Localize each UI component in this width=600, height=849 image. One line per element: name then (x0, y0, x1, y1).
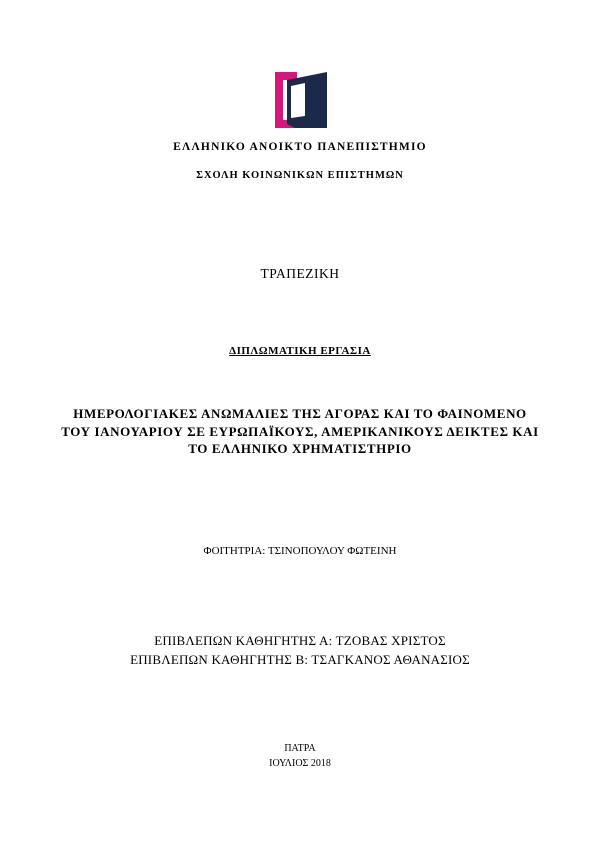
student-name: ΦΟΙΤΗΤΡΙΑ: ΤΣΙΝΟΠΟΥΛΟΥ ΦΩΤΕΙΝΗ (203, 545, 397, 557)
date: ΙΟΥΛΙΟΣ 2018 (269, 758, 331, 769)
school-name: ΣΧΟΛΗ ΚΟΙΝΩΝΙΚΩΝ ΕΠΙΣΤΗΜΩΝ (196, 170, 404, 181)
university-name: ΕΛΛΗΝΙΚΟ ΑΝΟΙΚΤΟ ΠΑΝΕΠΙΣΤΗΜΙΟ (173, 141, 427, 153)
supervisor-a: ΕΠΙΒΛΕΠΩΝ ΚΑΘΗΓΗΤΗΣ Α: ΤΖΟΒΑΣ ΧΡΙΣΤΟΣ (154, 633, 446, 648)
thesis-type: ΔΙΠΛΩΜΑΤΙΚΗ ΕΡΓΑΣΙΑ (229, 345, 371, 357)
department-name: ΤΡΑΠΕΖΙΚΗ (260, 266, 340, 281)
city: ΠΑΤΡΑ (284, 743, 316, 754)
eap-logo-icon (275, 72, 327, 128)
thesis-title: ΗΜΕΡΟΛΟΓΙΑΚΕΣ ΑΝΩΜΑΛΙΕΣ ΤΗΣ ΑΓΟΡΑΣ ΚΑΙ ΤΟ ΦΑΙΝΟΜΕΝΟ ΤΟΥ ΙΑΝΟΥΑΡΙΟΥ ΣΕ ΕΥΡΩΠΑΪΚΟΥΣ, ΑΜΕΡΙΚΑΝΙΚΟΥΣ ΔΕΙΚΤΕΣ ΚΑΙ ΤΟ ΕΛΛΗΝΙΚΟ ΧΡΗΜΑΤΙΣΤΗΡΙΟ (61, 406, 539, 456)
supervisor-b: ΕΠΙΒΛΕΠΩΝ ΚΑΘΗΓΗΤΗΣ Β: ΤΣΑΓΚΑΝΟΣ ΑΘΑΝΑΣΙΟΣ (130, 652, 470, 667)
